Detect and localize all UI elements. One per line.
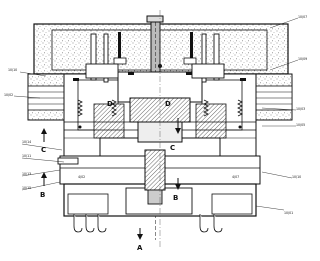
right-callout-6: 10/01 xyxy=(284,211,294,215)
section-label-c-left: C xyxy=(41,146,47,154)
left-callout-5: 10/13 xyxy=(22,172,32,176)
right-side-block xyxy=(256,74,292,120)
lower-ejector-assembly xyxy=(58,150,260,216)
section-arrow-a xyxy=(137,228,143,240)
right-callout-5: 10/10 xyxy=(292,175,302,179)
section-label-a: A xyxy=(137,244,143,252)
left-callout-3: 10/14 xyxy=(22,140,32,144)
left-callout-2: 10/02 xyxy=(4,93,14,97)
section-label-d-left: D xyxy=(107,100,113,108)
left-callout-1: 10/10 xyxy=(8,68,18,72)
section-arrow-c-left xyxy=(41,128,47,142)
section-label-b-left: B xyxy=(40,191,46,199)
section-label-d-right: D xyxy=(165,100,171,108)
section-label-b-right: B xyxy=(173,194,179,202)
left-callout-6: 10/15 xyxy=(22,186,32,190)
bottom-hooks xyxy=(74,214,222,232)
inner-mark-2: 4/07 xyxy=(232,175,240,179)
section-label-c-right: C xyxy=(170,144,176,152)
right-callout-4: 10/05 xyxy=(296,123,306,127)
right-callout-2: 10/09 xyxy=(298,57,308,61)
inner-mark-1: 4/02 xyxy=(78,175,86,179)
section-arrow-b-left xyxy=(41,172,47,186)
right-callout-3: 10/03 xyxy=(296,107,306,111)
left-side-block xyxy=(28,74,64,120)
left-callout-4: 10/11 xyxy=(22,154,32,158)
right-callout-1: 10/07 xyxy=(298,15,308,19)
